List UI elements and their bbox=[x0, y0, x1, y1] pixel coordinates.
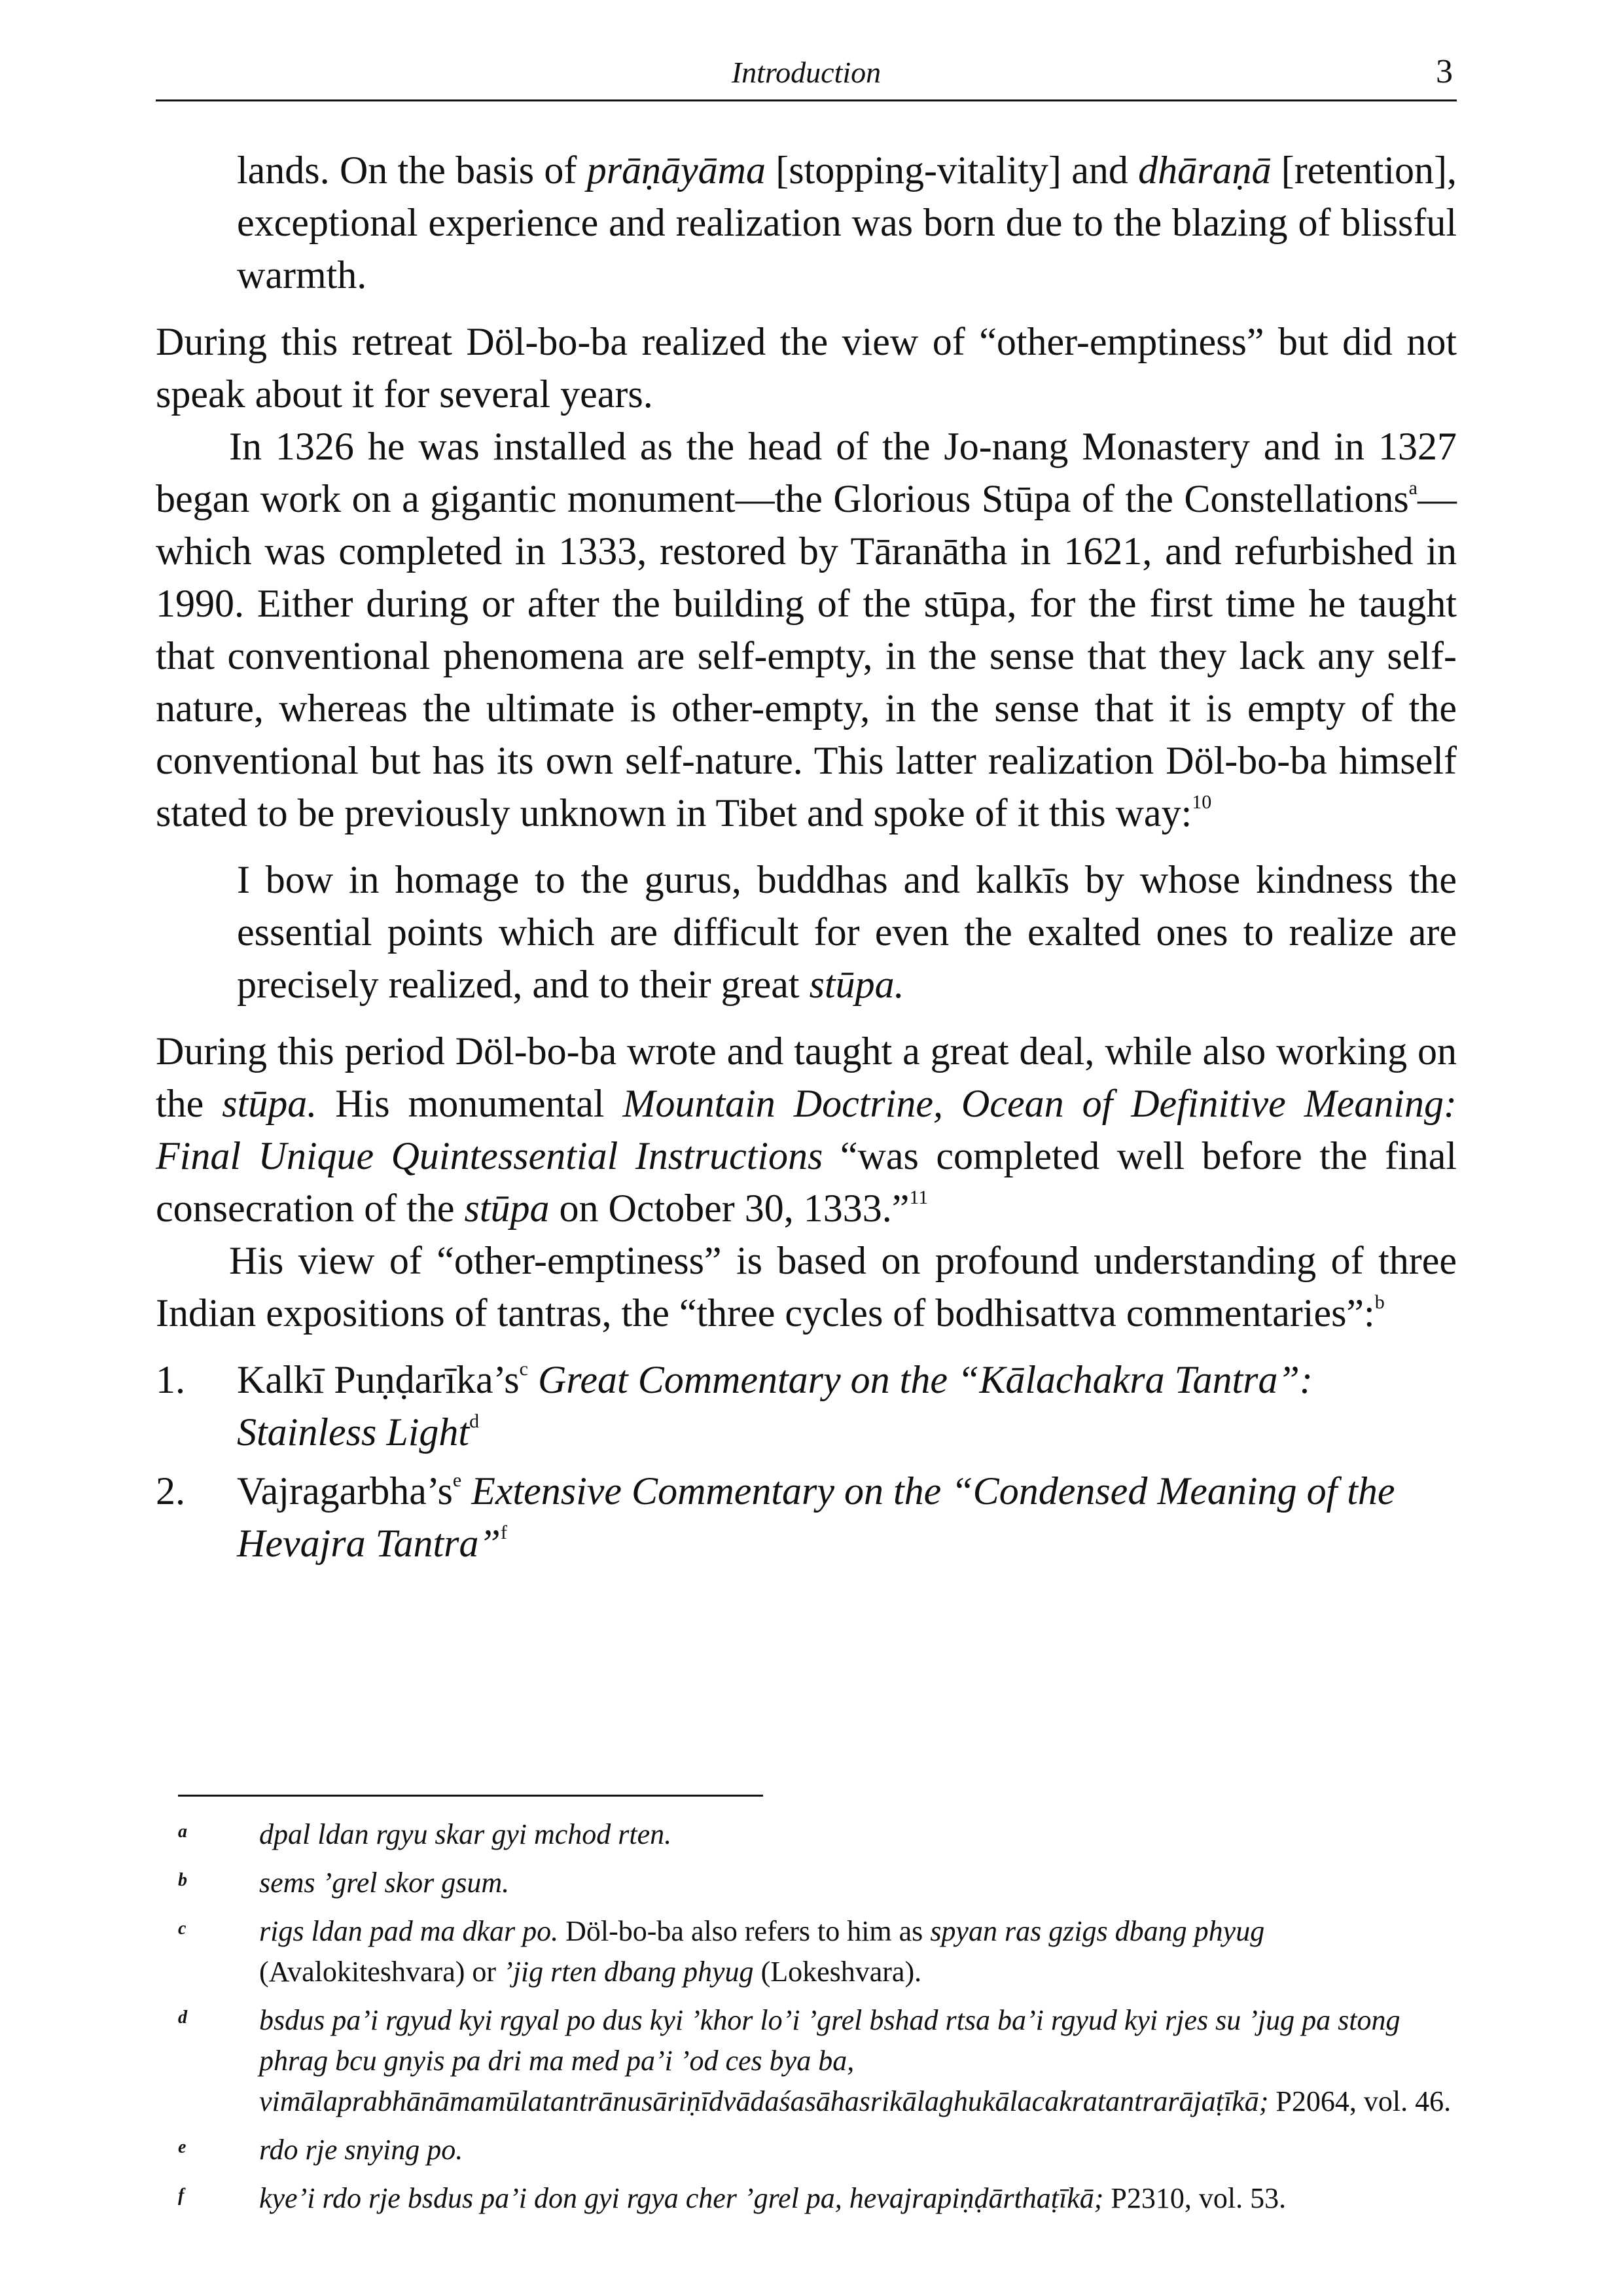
footnote-a: a dpal ldan rgyu skar gyi mchod rten. bbox=[178, 1818, 672, 1850]
term-pranayama: prāṇāyāma bbox=[586, 149, 766, 192]
footnote-ref-e[interactable]: e bbox=[452, 1469, 462, 1491]
page-header bbox=[156, 52, 1457, 101]
footnote-b: b sems ’grel skor gsum. bbox=[178, 1867, 510, 1899]
footnote-d: d bsdus pa’i rgyud kyi rgyal po dus kyi ’khor lo’i ’grel bshad rtsa ba’i rgyud kyi rjes su ’jug pa stong phrag bcu gnyis pa dri ma med pa’i ’od ces bya ba, vimālaprabhānāmamūlatantrānusāriṇīdvādaśasāhasrikālaghukālacakratantrarājaṭīkā; P2064, vol. 46. bbox=[178, 2004, 1452, 2117]
body-text bbox=[156, 144, 1457, 1570]
footnote-c: c rigs ldan pad ma dkar po. Döl-bo-ba also refers to him as spyan ras gzigs dbang phyug (Avalokiteshvara) or ’jig rten dbang phyug (Lokeshvara). bbox=[178, 1915, 1265, 1988]
page-number: 3 bbox=[1436, 53, 1453, 90]
list-item: 1. Kalkī $Puṇḍarīka’s^c$ Great Commentary on the “Kālachakra Tantra”: Stainless Light$^d$ bbox=[156, 1358, 1313, 1454]
endnote-ref-11[interactable]: 11 bbox=[909, 1187, 929, 1208]
footnote-ref-a[interactable]: a bbox=[1408, 477, 1418, 499]
list-item: 2. $Vajragarbha’s^e$ Extensive Commentary on the “Condensed Meaning of the Hevajra Tantra”$^f$ bbox=[156, 1469, 1395, 1565]
endnote-ref-10[interactable]: 10 bbox=[1192, 791, 1212, 813]
running-title: Introduction bbox=[731, 56, 882, 89]
homage-quote: I bow in homage to the gurus, buddhas and kalkīs by whose kindness the essential points which are difficult for even the exalted ones to realize are precisely realized, and to their great stūpa. bbox=[237, 858, 1457, 1006]
paragraph-mountain-doctrine: During this period Döl-bo-ba wrote and taught a great deal, while also working on the stūpa. His monumental Mountain Doctrine, Ocean of Definitive Meaning: Final Unique Quintessential Instructions “was completed well before the final consecration of the stūpa on October 30, 1333.”$^{11}$ bbox=[156, 1030, 1457, 1230]
footnote-f: f kye’i rdo rje bsdus pa’i don gyi rgya cher ’grel pa, hevajrapiṇḍārthaṭīkā; P2310, vol. 53. bbox=[178, 2182, 1287, 2214]
footnote-ref-c[interactable]: c bbox=[519, 1358, 528, 1380]
paragraph-three-cycles: His view of “other-emptiness” is based on profound understanding of three Indian expositions of tantras, the “three cycles of bodhisattva commentaries”:$^b$ bbox=[156, 1239, 1457, 1335]
footnote-ref-b[interactable]: b bbox=[1374, 1291, 1385, 1313]
footnotes bbox=[178, 1814, 1457, 2227]
paragraph-retreat: During this retreat Döl-bo-ba realized the view of “other-emptiness” but did not speak about it for several years. bbox=[156, 320, 1457, 416]
title-mountain-doctrine: Mountain Doctrine, Ocean of Definitive Meaning: Final Unique Quintessential Instructions bbox=[156, 1082, 1457, 1177]
footnote-e: e rdo rje snying po. bbox=[178, 2134, 463, 2166]
paragraph-stupa-history: In 1326 he was installed as the head of the Jo-nang Monastery and in 1327 began work on a gigantic monument—the Glorious Stūpa of the Constellations$^a$—which was completed in 1333, restored by Tāranātha in 1621, and refurbished in 1990. Either during or after the building of the stūpa, for the first time he taught that conventional phenomena are self-empty, in the sense that they lack any self-nature, whereas the ultimate is other-empty, in the sense that it is empty of the conventional but has its own self-nature. This latter realization Döl-bo-ba himself stated to be previously unknown in Tibet and spoke of it this way:$^{10}$ bbox=[156, 425, 1457, 834]
block-quote-continuation: lands. On the basis of prāṇāyāma [stopping-vitality] and dhāraṇā [retention], exceptional experience and realization was born due to the blazing of blissful warmth. bbox=[237, 149, 1457, 296]
footnote-ref-f[interactable]: f bbox=[500, 1522, 507, 1543]
footnote-ref-d[interactable]: d bbox=[469, 1410, 480, 1432]
commentary-list bbox=[156, 1354, 1457, 1570]
footnote-divider bbox=[178, 1795, 763, 1797]
term-dharana: dhāraṇā bbox=[1138, 149, 1272, 192]
